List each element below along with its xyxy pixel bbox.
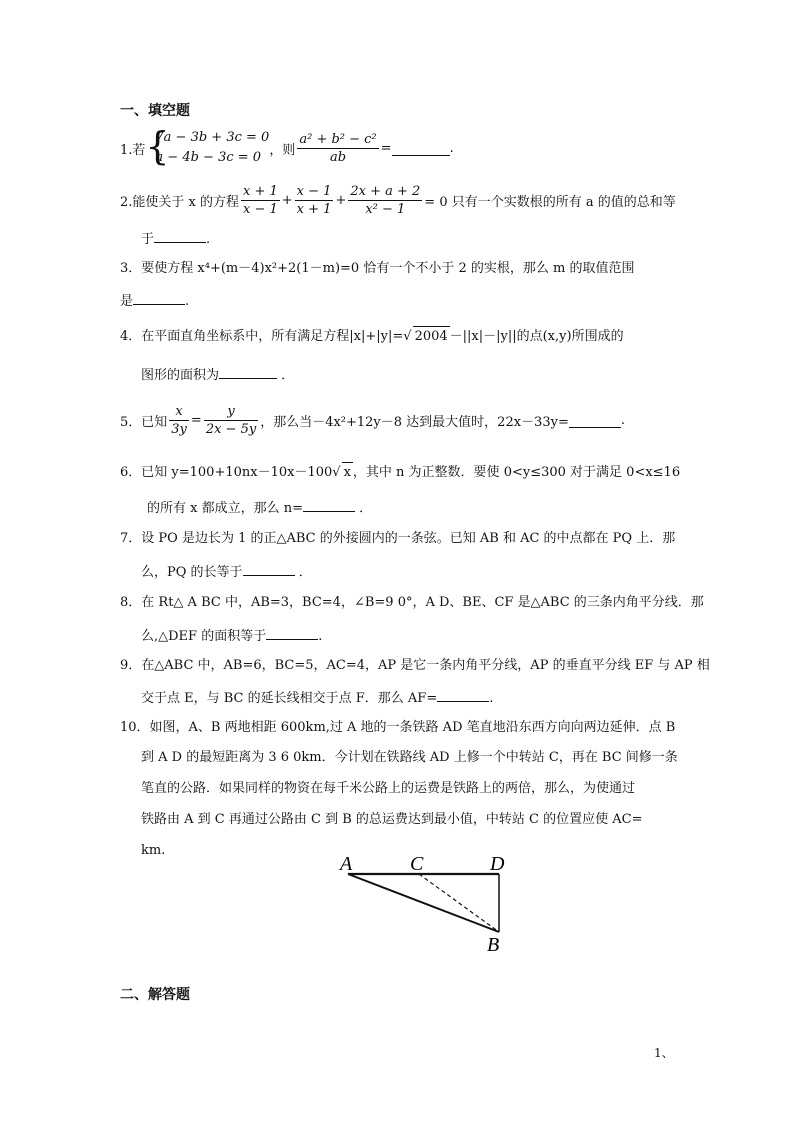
q6-line1a: 6．已知 y=100+10nx－10x－100 (120, 465, 333, 480)
q7-line-2 (141, 561, 312, 583)
q2-f2-denominator: x + 1 (296, 201, 332, 217)
q1-equation-1: 7a − 3b + 3c = 0 (155, 130, 270, 145)
q2-f3-numerator: 2x + a + 2 (350, 183, 421, 199)
q2-end: . (206, 232, 211, 247)
q4-answer-blank[interactable] (219, 364, 277, 379)
q4-line-2 (141, 364, 294, 386)
q7-line2-text: 么，PQ 的长等于 (141, 565, 243, 580)
section-heading-fill-in: 一、填空题 (120, 103, 190, 119)
q10-line-5: km. (141, 843, 166, 858)
q1-denominator: ab (329, 149, 347, 165)
q10-line-2: 到 A D 的最短距离为 3 6 0km．今计划在铁路线 AD 上修一个中转站 C，再在 BC 间修一条 (141, 750, 678, 765)
q3-line-2 (120, 290, 189, 312)
label-c: C (410, 853, 424, 875)
q2-fraction-1 (241, 183, 280, 218)
q5-f2-denominator: 2x − 5y (205, 421, 257, 437)
q9-line-1: 9．在△ABC 中，AB=6，BC=5，AC=4，AP 是它一条内角平分线，AP 的垂直平分线 EF 与 AP 相 (120, 658, 710, 673)
q7-line-1: 7．设 PO 是边长为 1 的正△ABC 的外接圆内的一条弦。已知 AB 和 AC 的中点都在 PQ 上．那 (120, 531, 676, 546)
q5-equals: = (190, 412, 202, 428)
q2-mid: = 0 只有一个实数根的所有 a 的值的总和等 (424, 194, 676, 210)
q8-line-2 (141, 625, 322, 647)
q4-line1a: 4．在平面直角坐标系中，所有满足方程|x|+|y|= (120, 329, 404, 344)
q9-line-2 (141, 687, 493, 709)
q5-prefix: 5．已知 (120, 414, 168, 430)
label-d: D (490, 853, 505, 875)
q7-answer-blank[interactable] (243, 561, 295, 576)
q4-end: ． (281, 368, 295, 383)
q6-line-1: 6．已知 y=100+10nx－10x－100√ x ，其中 n 为正整数．要使 0<y≤300 对于满足 0<x≤16 (120, 462, 680, 483)
q2-fraction-2 (295, 183, 334, 218)
q6-sqrt-value: x (342, 462, 353, 483)
road-cb-dashed (419, 874, 499, 932)
q8-line-1: 8．在 Rt△ A BC 中，AB=3，BC=4，∠B=9 0°，A D、BE、CF 是△ABC 的三条内角平分线．那 (120, 595, 704, 610)
q2-f1-denominator: x − 1 (243, 201, 278, 217)
label-b: B (487, 934, 500, 956)
segment-ab (348, 874, 499, 932)
q5-f2-numerator: y (204, 403, 258, 421)
q10-line-4: 铁路由 A 到 C 再通过公路由 C 到 B 的总运费达到最小值，中转站 C 的位置应使 AC= (141, 812, 643, 827)
section-heading-answer: 二、解答题 (120, 987, 190, 1003)
q6-line-2 (147, 497, 372, 519)
page-number: 1、 (654, 1046, 674, 1060)
q1-fraction (297, 131, 378, 166)
q1-prefix: 1.若 (120, 142, 146, 158)
question-1 (120, 124, 454, 168)
q10-line-1: 10．如图，A、B 两地相距 600km,过 A 地的一条铁路 AD 笔直地沿东西方向向两边延伸．点 B (120, 720, 676, 735)
q10-figure (335, 848, 515, 956)
q2-f2-numerator: x − 1 (296, 183, 332, 199)
q6-answer-blank[interactable] (303, 497, 355, 512)
q2-line-2 (141, 228, 210, 250)
q3-end: . (185, 294, 190, 309)
q1-then: ，则 (269, 142, 296, 158)
q5-answer-blank[interactable] (569, 413, 621, 428)
q6-end: ． (359, 501, 373, 516)
q9-end: . (489, 691, 494, 706)
q2-fraction-3 (348, 183, 422, 218)
q5-fraction-2 (204, 403, 258, 438)
q3-line-1: 3．要使方程 x⁴+(m－4)x²+2(1－m)=0 恰有一个不小于 2 的实根，那么 m 的取值范围 (120, 261, 635, 276)
q8-answer-blank[interactable] (266, 625, 318, 640)
q6-line2-text: 的所有 x 都成立，那么 n= (147, 501, 303, 516)
q6-line1b: ，其中 n 为正整数．要使 0<y≤300 对于满足 0<x≤16 (352, 465, 681, 480)
q4-line2-text: 图形的面积为 (141, 368, 220, 383)
q4-sqrt-value: 2004 (413, 326, 450, 347)
q5-end: . (620, 412, 625, 428)
q10-line-3: 笔直的公路．如果同样的物资在每千米公路上的运费是铁路上的两倍，那么，为使通过 (141, 781, 636, 796)
q9-line2-text: 交于点 E，与 BC 的延长线相交于点 F．那么 AF= (141, 691, 438, 706)
q3-answer-blank[interactable] (133, 290, 185, 305)
q3-line2-text: 是 (120, 294, 134, 309)
q5-f1-denominator: 3y (171, 421, 187, 437)
q1-equation-2: a − 4b − 3c = 0 (155, 150, 262, 165)
q1-equation-system: { 7a − 3b + 3c = 0 a − 4b − 3c = 0 (145, 124, 270, 168)
q5-f1-numerator: x (169, 403, 189, 421)
label-a: A (340, 853, 353, 875)
q5-fraction-1 (169, 403, 189, 438)
q2-line2-text: 于 (141, 232, 155, 247)
q8-end: . (318, 629, 323, 644)
q8-line2-text: 么,△DEF 的面积等于 (141, 629, 267, 644)
q2-prefix: 2.能使关于 x 的方程 (120, 194, 239, 210)
q2-f1-numerator: x + 1 (243, 183, 278, 199)
q1-equals: = (380, 140, 392, 156)
question-5 (120, 400, 625, 440)
q5-rest: ，那么当－4x²+12y－8 达到最大值时，22x－33y= (260, 414, 569, 430)
q4-line-1: 4．在平面直角坐标系中，所有满足方程|x|+|y|=√ 2004 －||x|－|y||的点(x,y)所围成的 (120, 326, 624, 347)
q4-line1b: －||x|－|y||的点(x,y)所围成的 (449, 329, 624, 344)
q1-end: . (449, 140, 454, 156)
q2-f3-denominator: x² − 1 (365, 201, 406, 217)
q2-answer-blank[interactable] (154, 228, 206, 243)
question-2: 2.能使关于 x 的方程 $\frac{x + 1}{x - 1}$ + $\frac{x - 1}{x + 1}$ + $\frac{2x + a + 2}{\text{x² − 1}}$ = 0 只有一个实数根的所有 a 的值的总和等 (120, 183, 676, 217)
q7-end: ． (298, 565, 312, 580)
q1-numerator: a² + b² − c² (299, 131, 377, 147)
q1-answer-blank[interactable] (392, 141, 450, 156)
q9-answer-blank[interactable] (437, 687, 489, 702)
